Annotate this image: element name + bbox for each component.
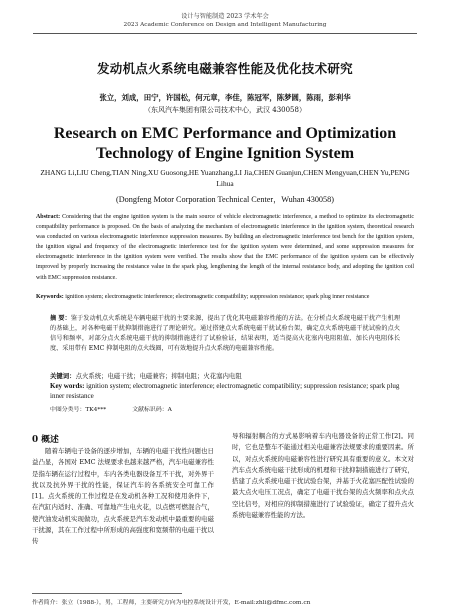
authors-en: ZHANG Li,LIU Cheng,TIAN Ning,XU Guosong,HE Yuanzhang,LI Jia,CHEN Guanjun,CHEN Mengyuan,CHEN Yu,PENG Lihua <box>40 168 410 188</box>
abstract-cn <box>50 314 400 354</box>
keywords-cn-label: 关键词： <box>50 372 76 380</box>
abstract-cn-text: 鉴于发动机点火系统是车辆电磁干扰的主要来源，提出了优化其电磁兼容性能的方法。在分析点火系统电磁干扰产生机理的基础上，对各种电磁干扰抑制措施进行了理论研究。通过搭建点火系统电磁干扰试验台架，确定点火系统电磁干扰试验的点火信号和频率，对部分点火系统电磁干扰的抑制措施进行了试验验证，结果表明，适当提高火花塞内电阻阻值、加长内电阻体长度、采用带有 EMC 抑制电阻的点火线圈，可有效地提升点火系统的电磁兼容性能。 <box>50 315 400 352</box>
classification-line <box>50 404 198 413</box>
abstract-en <box>36 212 414 283</box>
paper-title-en-line2: Technology of Engine Ignition System <box>95 145 355 162</box>
intro-paragraph-continued: 导和辐射耦合的方式易影响着车内电器设备的正常工作[2]。同时，它也是整车不能通过相关电磁兼容法规要求的重要因素。所以，对点火系统的电磁兼容性进行研究具有重要的意义。本文对汽车点火系统电磁干扰形成的机理和干扰抑制措施进行了研究，搭建了点火系统电磁干扰试验台架，并基于火花塞匹配性试验的最大点火电压工况点，确定了电磁干扰台架的点火频率和点火点空比信号，对相应的抑制措施进行了试验验证，确定了提升点火系统电磁兼容性能的方法。 <box>232 432 414 520</box>
journal-header-cn: 设计与智能制造 2023 学术年会 <box>181 13 269 20</box>
paper-title-en <box>0 124 450 164</box>
paper-title-cn: 发动机点火系统电磁兼容性能及优化技术研究 <box>96 61 353 76</box>
keywords-en-top-text: ignition system; electromagnetic interference; electromagnetic compatibility; suppression resistance; spark plug inner resistance <box>65 294 370 300</box>
affiliation-cn: （东风汽车集团有限公司技术中心，武汉 430058） <box>144 106 306 114</box>
keywords-en-bottom <box>50 381 400 401</box>
body-column-right <box>232 431 414 521</box>
abstract-en-text: Considering that the engine ignition system is the main source of vehicle electromagnetic interference, a method to optimize its electromagnetic compatibility performance is proposed. On the basis of analyzing the mechanism of electromagnetic interference in the ignition system, theoretical research was conducted on various electromagnetic interference suppression measures. By building an electromagnetic interference test bench for the ignition system, the ignition signal and frequency of the electromagnetic interference test for the ignition system were determined, and some suppression measures for electromagnetic interference in the ignition system were verified. The results show that the EMC performance of the ignition system can be effectively improved by properly increasing the resistance value in the spark plug, lengthening the length of the internal resistance body, and adopting the ignition coil with EMC suppression resistance. <box>36 214 414 281</box>
intro-paragraph: 随着车辆电子设备的逐步增加，车辆的电磁干扰性问题也日益凸显，各国对 EMC 法规要求也越来越严格，汽车电磁兼容性是指车辆在运行过程中，车内各类电器设备互不干扰，对外界干扰以及抗外界干扰的性能，保证汽车的各系统安全可靠工作[1]。点火系统的工作过程是在发动机各种工况和使用条件下，在汽缸内适时、准确、可靠地产生电火花，以点燃可燃混合气，使汽油发动机实现做功，点火系统是汽车发动机中最重要的电磁干扰源，其在工作过程中所形成的高强度和宽频带的电磁干扰以传 <box>32 447 214 546</box>
document-code: 文献标识码：A <box>132 407 172 413</box>
keywords-en-bottom-label: Key words: <box>50 382 85 390</box>
keywords-en-bottom-text: ignition system; electromagnetic interference; electromagnetic compatibility; suppression resistance; spark plug inner resistance <box>50 382 400 400</box>
clc-number: 中图分类号：TK4*** <box>50 407 107 413</box>
body-column-left <box>32 446 214 548</box>
keywords-cn <box>50 371 400 380</box>
paper-title-en-line1: Research on EMC Performance and Optimization <box>53 125 397 142</box>
keywords-cn-text: 点火系统；电磁干扰；电磁兼容；抑制电阻；火花塞内电阻 <box>75 372 242 380</box>
authors-cn: 张立，刘成，田宁，许国松，何元章，李佳，陈冠军，陈梦圆，陈雨，彭利华 <box>99 93 351 102</box>
affiliation-en: (Dongfeng Motor Corporation Technical Center，Wuhan 430058) <box>116 195 334 204</box>
journal-header-en: 2023 Academic Conference on Design and Intelligent Manufacturing <box>123 22 327 28</box>
keywords-en-top <box>36 293 414 302</box>
header-rule <box>33 33 417 34</box>
footnote-rule <box>32 593 182 594</box>
author-footnote: 作者简介：张立（1988-），男，工程师，主要研究方向为电控系统设计开发，E-mail:zhli@dfmc.com.cn <box>32 600 311 606</box>
abstract-en-label: Abstract: <box>36 214 61 220</box>
abstract-cn-label: 摘 要： <box>50 315 71 322</box>
keywords-en-top-label: Keywords: <box>36 294 64 300</box>
section-title: 0 概述 <box>32 435 59 445</box>
